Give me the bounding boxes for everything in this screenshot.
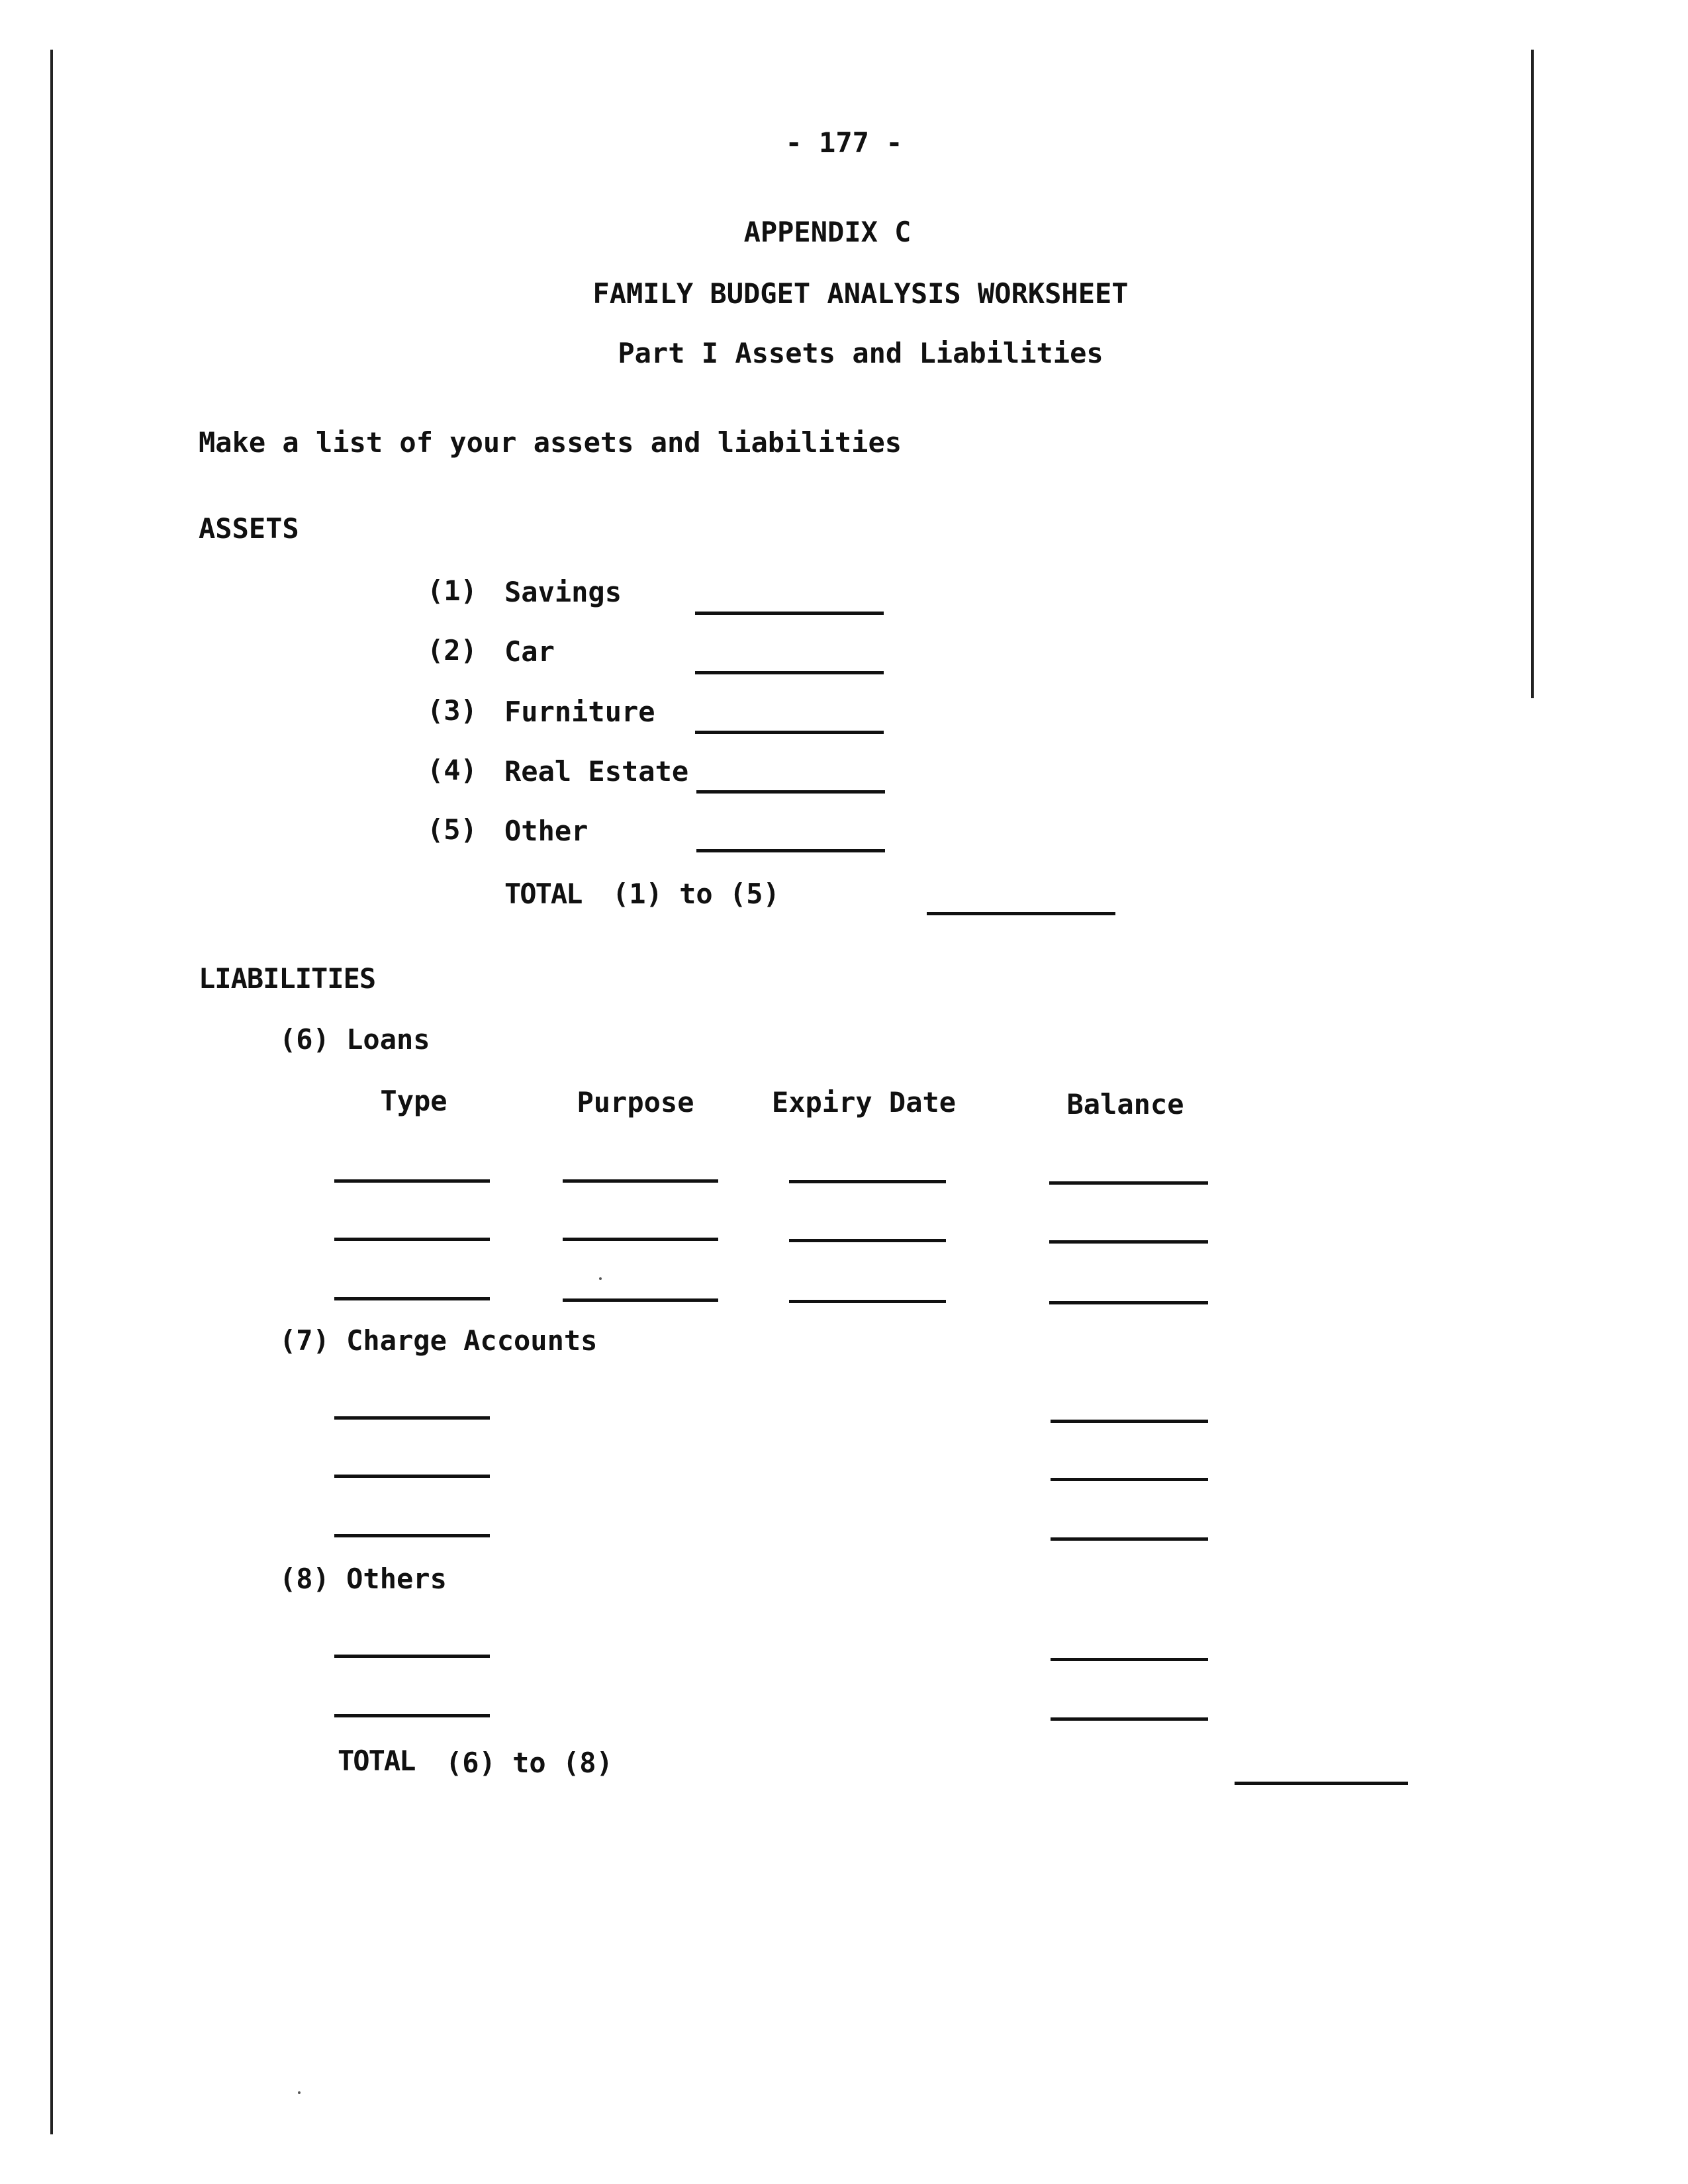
liabilities-heading: LIABILITIES bbox=[199, 962, 376, 995]
assets-total-blank[interactable] bbox=[927, 912, 1115, 915]
page-number: - 177 - bbox=[785, 126, 903, 159]
assets-total-label: TOTAL bbox=[504, 878, 582, 910]
charge-accounts-label: (7) Charge Accounts bbox=[279, 1324, 598, 1357]
other-liability-balance-blank[interactable] bbox=[1051, 1717, 1208, 1721]
loan-balance-blank[interactable] bbox=[1049, 1240, 1208, 1244]
charge-account-balance-blank[interactable] bbox=[1051, 1537, 1208, 1541]
loan-purpose-blank[interactable] bbox=[563, 1238, 718, 1241]
appendix-label: APPENDIX C bbox=[743, 216, 912, 248]
asset-number: (4) bbox=[427, 754, 477, 786]
left-margin-rule bbox=[50, 50, 53, 2134]
asset-number: (5) bbox=[427, 813, 477, 846]
loan-purpose-blank[interactable] bbox=[563, 1179, 718, 1183]
asset-value-blank[interactable] bbox=[695, 671, 884, 674]
column-header-expiry-date: Expiry Date bbox=[771, 1086, 957, 1118]
asset-label: Real Estate bbox=[504, 755, 689, 788]
asset-value-blank[interactable] bbox=[695, 731, 884, 734]
loan-balance-blank[interactable] bbox=[1049, 1181, 1208, 1185]
other-liability-name-blank[interactable] bbox=[334, 1655, 490, 1658]
asset-label: Furniture bbox=[504, 696, 655, 728]
charge-account-name-blank[interactable] bbox=[334, 1475, 490, 1478]
document-title: FAMILY BUDGET ANALYSIS WORKSHEET bbox=[592, 277, 1129, 310]
column-header-type: Type bbox=[380, 1085, 447, 1117]
liabilities-total-label: TOTAL bbox=[338, 1745, 415, 1777]
loan-purpose-blank[interactable] bbox=[563, 1298, 718, 1302]
scan-speck bbox=[298, 2091, 301, 2094]
charge-account-balance-blank[interactable] bbox=[1051, 1478, 1208, 1481]
scan-speck bbox=[599, 1277, 602, 1280]
loan-type-blank[interactable] bbox=[334, 1179, 490, 1183]
document-subtitle: Part I Assets and Liabilities bbox=[618, 337, 1103, 369]
asset-value-blank[interactable] bbox=[695, 612, 884, 615]
loan-expiry-date-blank[interactable] bbox=[789, 1300, 946, 1303]
assets-total-range: (1) to (5) bbox=[612, 878, 780, 910]
asset-label: Other bbox=[504, 815, 588, 847]
loans-label: (6) Loans bbox=[279, 1023, 430, 1056]
instruction-text: Make a list of your assets and liabilities bbox=[199, 426, 902, 459]
asset-label: Car bbox=[504, 635, 555, 668]
others-label: (8) Others bbox=[279, 1563, 447, 1595]
charge-account-name-blank[interactable] bbox=[334, 1534, 490, 1537]
column-header-purpose: Purpose bbox=[577, 1086, 694, 1118]
other-liability-balance-blank[interactable] bbox=[1051, 1658, 1208, 1661]
asset-value-blank[interactable] bbox=[696, 849, 885, 852]
asset-label: Savings bbox=[504, 576, 622, 608]
loan-type-blank[interactable] bbox=[334, 1238, 490, 1241]
liabilities-total-range: (6) to (8) bbox=[445, 1747, 613, 1779]
asset-number: (2) bbox=[427, 634, 477, 666]
assets-heading: ASSETS bbox=[199, 512, 299, 545]
charge-account-balance-blank[interactable] bbox=[1051, 1420, 1208, 1423]
loan-type-blank[interactable] bbox=[334, 1297, 490, 1300]
other-liability-name-blank[interactable] bbox=[334, 1714, 490, 1717]
asset-number: (3) bbox=[427, 694, 477, 727]
asset-number: (1) bbox=[427, 574, 477, 607]
loan-balance-blank[interactable] bbox=[1049, 1301, 1208, 1304]
loan-expiry-date-blank[interactable] bbox=[789, 1180, 946, 1183]
loan-expiry-date-blank[interactable] bbox=[789, 1239, 946, 1242]
liabilities-total-blank[interactable] bbox=[1235, 1782, 1408, 1785]
right-margin-rule bbox=[1531, 50, 1534, 698]
asset-value-blank[interactable] bbox=[696, 790, 885, 794]
charge-account-name-blank[interactable] bbox=[334, 1416, 490, 1420]
column-header-balance: Balance bbox=[1066, 1088, 1184, 1120]
